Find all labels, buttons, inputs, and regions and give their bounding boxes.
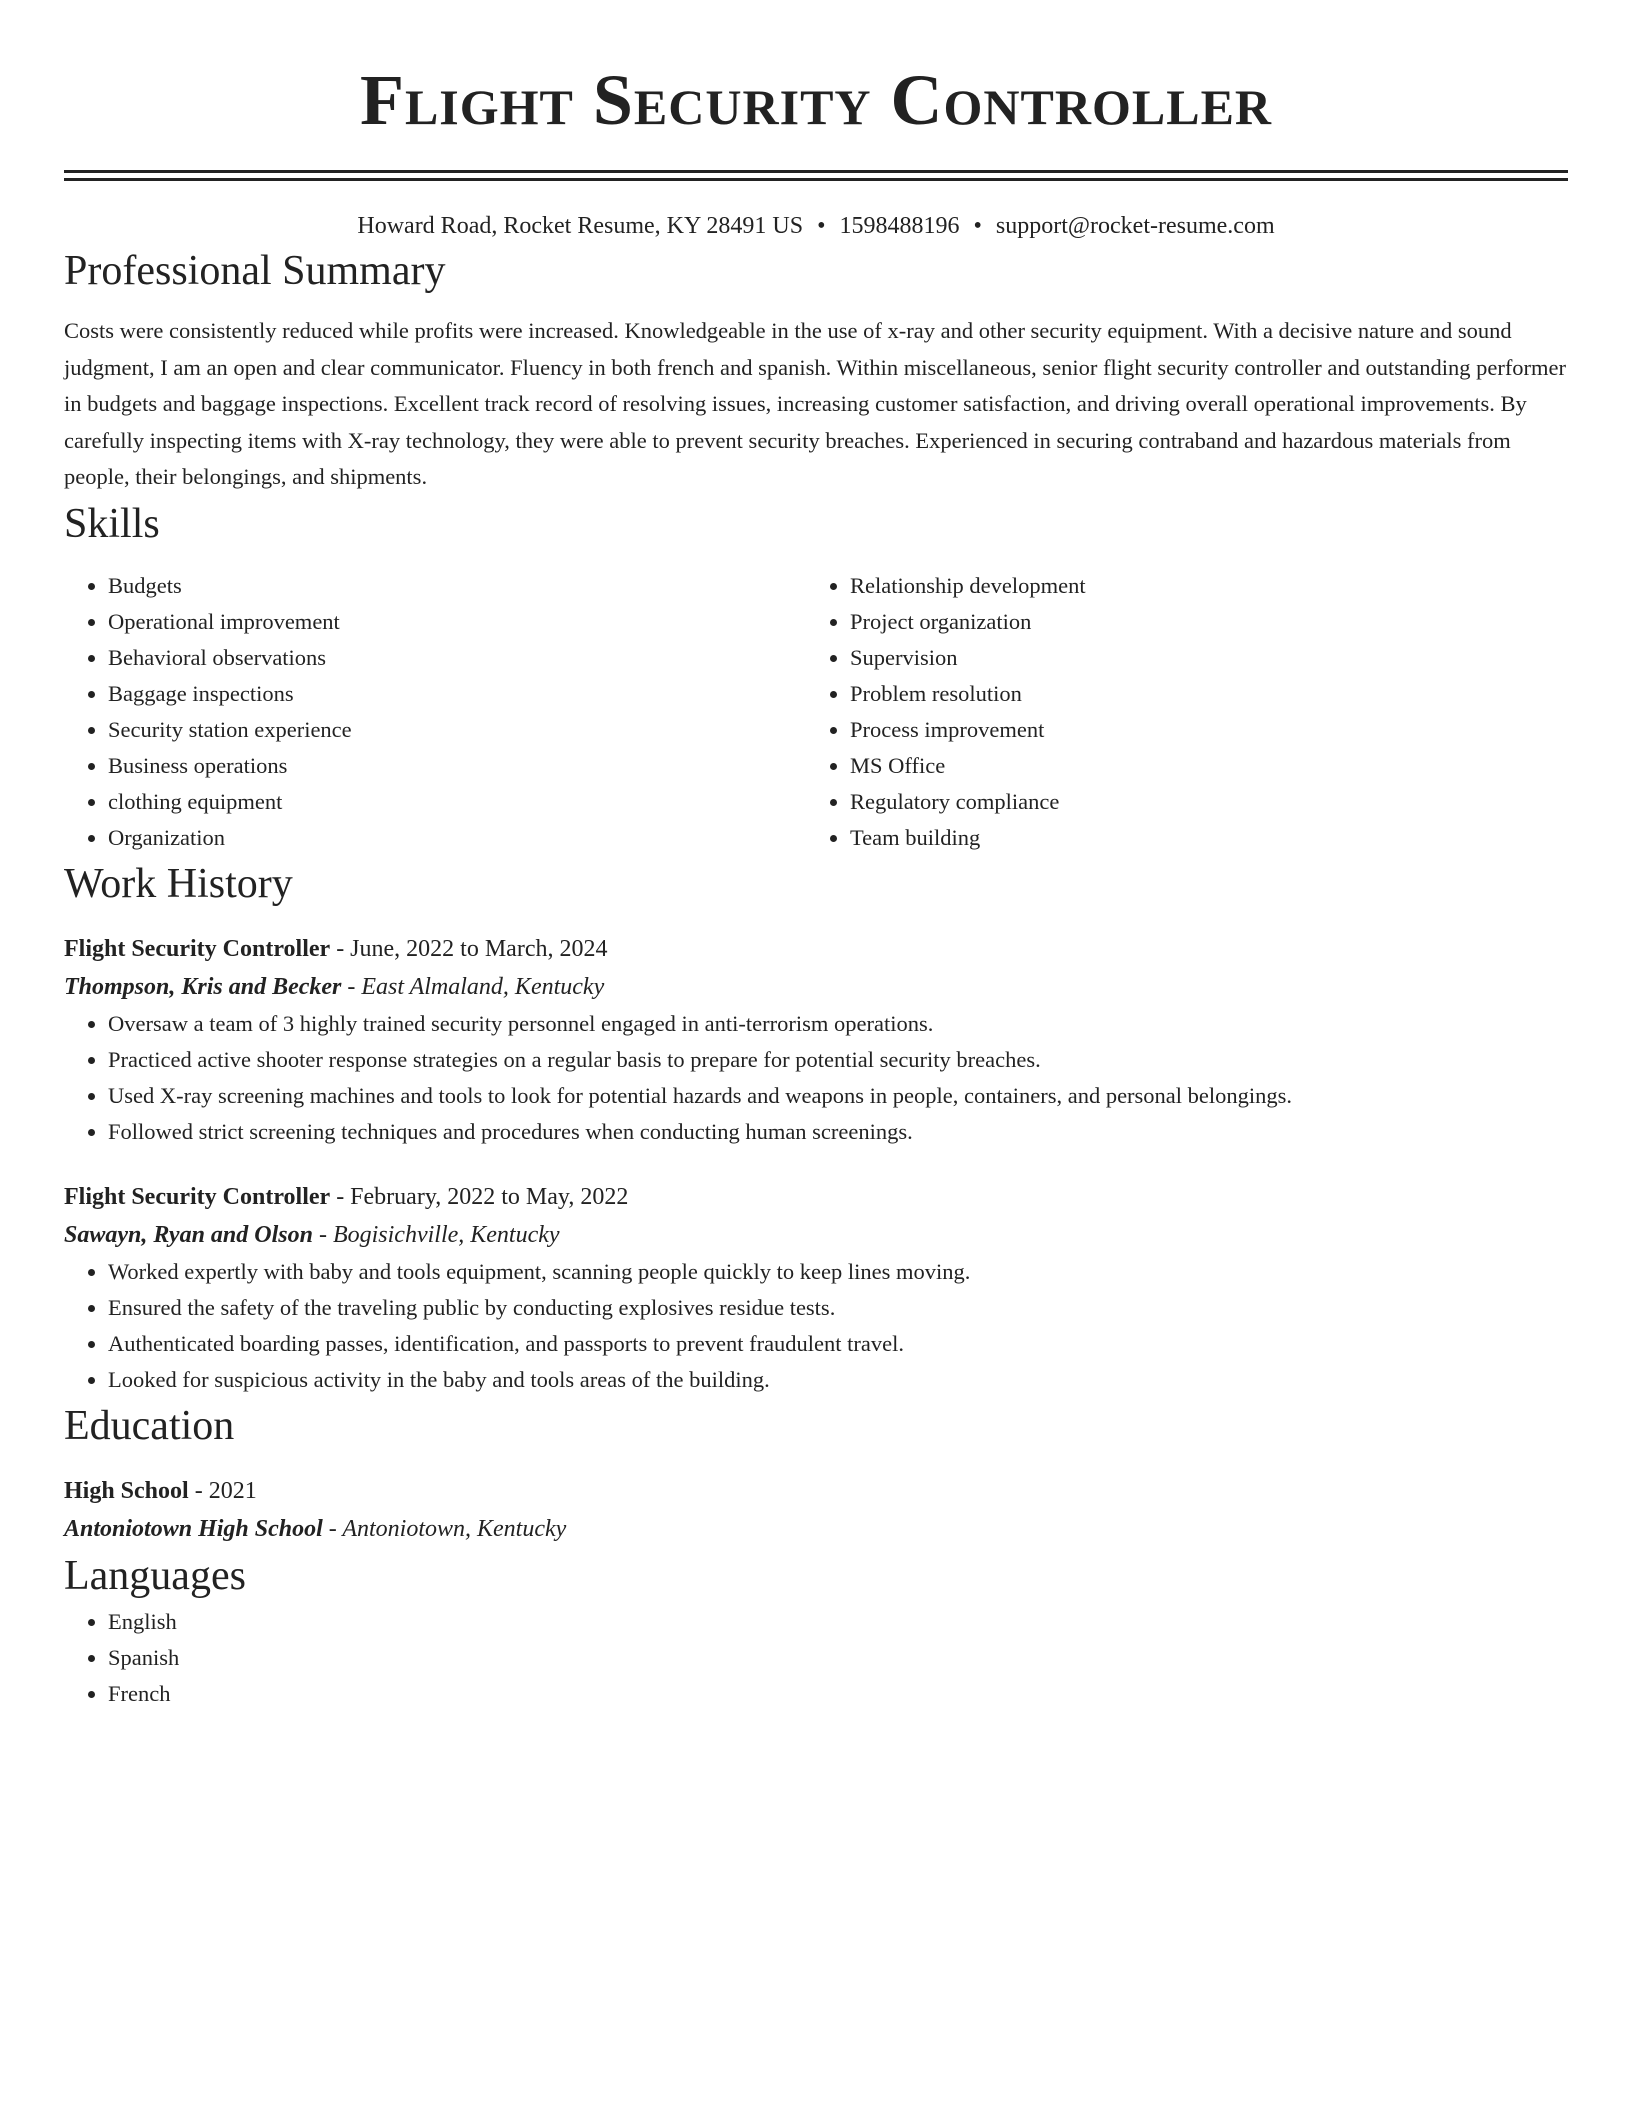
work-history-heading: Work History xyxy=(64,860,293,907)
skill-item: • Process improvement xyxy=(850,712,1548,748)
education-location: - Antoniotown, Kentucky xyxy=(322,1515,567,1542)
language-item: • Spanish xyxy=(108,1640,1568,1676)
job-duty: • Practiced active shooter response strategies on a regular basis to prepare for potential security breaches. xyxy=(108,1042,1568,1078)
languages-list xyxy=(64,1604,1568,1712)
skill-item: • Baggage inspections xyxy=(108,676,806,712)
contact-separator: • xyxy=(817,213,826,239)
job-dates: - June, 2022 to March, 2024 xyxy=(330,935,608,962)
job-position: Flight Security Controller xyxy=(64,935,331,962)
job-duty: • Looked for suspicious activity in the baby and tools areas of the building. xyxy=(108,1362,1568,1398)
job-employer-line xyxy=(64,968,1568,1006)
job-duty: • Ensured the safety of the traveling public by conducting explosives residue tests. xyxy=(108,1290,1568,1326)
skill-item: • Supervision xyxy=(850,640,1548,676)
contact-email: support@rocket-resume.com xyxy=(995,213,1275,239)
education-school-line xyxy=(64,1510,1568,1548)
language-item: • French xyxy=(108,1676,1568,1712)
skill-item: • MS Office xyxy=(850,748,1548,784)
job-duties-list xyxy=(64,1254,1568,1398)
skill-item: • Behavioral observations xyxy=(108,640,806,676)
skill-item: • clothing equipment xyxy=(108,784,806,820)
summary-heading: Professional Summary xyxy=(64,248,446,294)
skills-list-left xyxy=(64,568,806,856)
education-entry xyxy=(64,1472,1568,1548)
language-item: • English xyxy=(108,1604,1568,1640)
job-employer: Thompson, Kris and Becker xyxy=(64,973,342,1000)
job-duty: • Authenticated boarding passes, identification, and passports to prevent fraudulent travel. xyxy=(108,1326,1568,1362)
education-degree: High School xyxy=(64,1477,189,1504)
skill-item: • Project organization xyxy=(850,604,1548,640)
job-duties-list xyxy=(64,1006,1568,1150)
job-employer-line xyxy=(64,1216,1568,1254)
job-duty: • Worked expertly with baby and tools equipment, scanning people quickly to keep lines moving. xyxy=(108,1254,1568,1290)
skill-item: • Team building xyxy=(850,820,1548,856)
candidate-name: Flight Security Controller xyxy=(359,60,1273,140)
skill-item: • Problem resolution xyxy=(850,676,1548,712)
job-employer: Sawayn, Ryan and Olson xyxy=(64,1221,313,1248)
job-position: Flight Security Controller xyxy=(64,1183,331,1210)
job-entry xyxy=(64,930,1568,1150)
education-school: Antoniotown High School xyxy=(64,1515,323,1542)
job-entry xyxy=(64,1178,1568,1398)
skills-column-left xyxy=(64,568,806,856)
job-dates: - February, 2022 to May, 2022 xyxy=(330,1183,629,1210)
skills-heading: Skills xyxy=(64,500,160,547)
contact-address: Howard Road, Rocket Resume, KY 28491 US xyxy=(357,213,804,239)
education-heading: Education xyxy=(64,1402,235,1449)
job-title-line xyxy=(64,930,1568,968)
job-title-line xyxy=(64,1178,1568,1216)
skills-grid xyxy=(64,568,1568,856)
job-location: - East Almaland, Kentucky xyxy=(341,973,605,1000)
skill-item: • Security station experience xyxy=(108,712,806,748)
contact-phone: 1598488196 xyxy=(839,213,960,239)
job-duty: • Followed strict screening techniques and procedures when conducting human screenings. xyxy=(108,1114,1568,1150)
skill-item: • Operational improvement xyxy=(108,604,806,640)
header-double-rule xyxy=(64,170,1568,181)
skill-item: • Regulatory compliance xyxy=(850,784,1548,820)
job-duty: • Oversaw a team of 3 highly trained security personnel engaged in anti-terrorism operations. xyxy=(108,1006,1568,1042)
skill-item: • Budgets xyxy=(108,568,806,604)
education-degree-line xyxy=(64,1472,1568,1510)
job-location: - Bogisichville, Kentucky xyxy=(312,1221,560,1248)
summary-text: Costs were consistently reduced while profits were increased. Knowledgeable in the use of x-ray and other security equipment. With a decisive nature and sound judgment, I am an open and clear communicator. Fluency in both french and spanish. Within miscellaneous, senior flight security controller and outstanding performer in budgets and baggage inspections. Excellent track record of resolving issues, increasing customer satisfaction, and driving overall operational improvements. By carefully inspecting items with X-ray technology, they were able to prevent security breaches. Experienced in securing contraband and hazardous materials from people, their belongings, and shipments. xyxy=(64,318,1567,489)
skill-item: • Business operations xyxy=(108,748,806,784)
skill-item: • Organization xyxy=(108,820,806,856)
skills-column-right xyxy=(806,568,1548,856)
contact-separator: • xyxy=(973,213,982,239)
skill-item: • Relationship development xyxy=(850,568,1548,604)
contact-line xyxy=(64,209,1568,243)
job-duty: • Used X-ray screening machines and tools to look for potential hazards and weapons in people, containers, and personal belongings. xyxy=(108,1078,1568,1114)
education-year: - 2021 xyxy=(188,1477,257,1504)
skills-list-right xyxy=(806,568,1548,856)
languages-heading: Languages xyxy=(64,1552,246,1599)
